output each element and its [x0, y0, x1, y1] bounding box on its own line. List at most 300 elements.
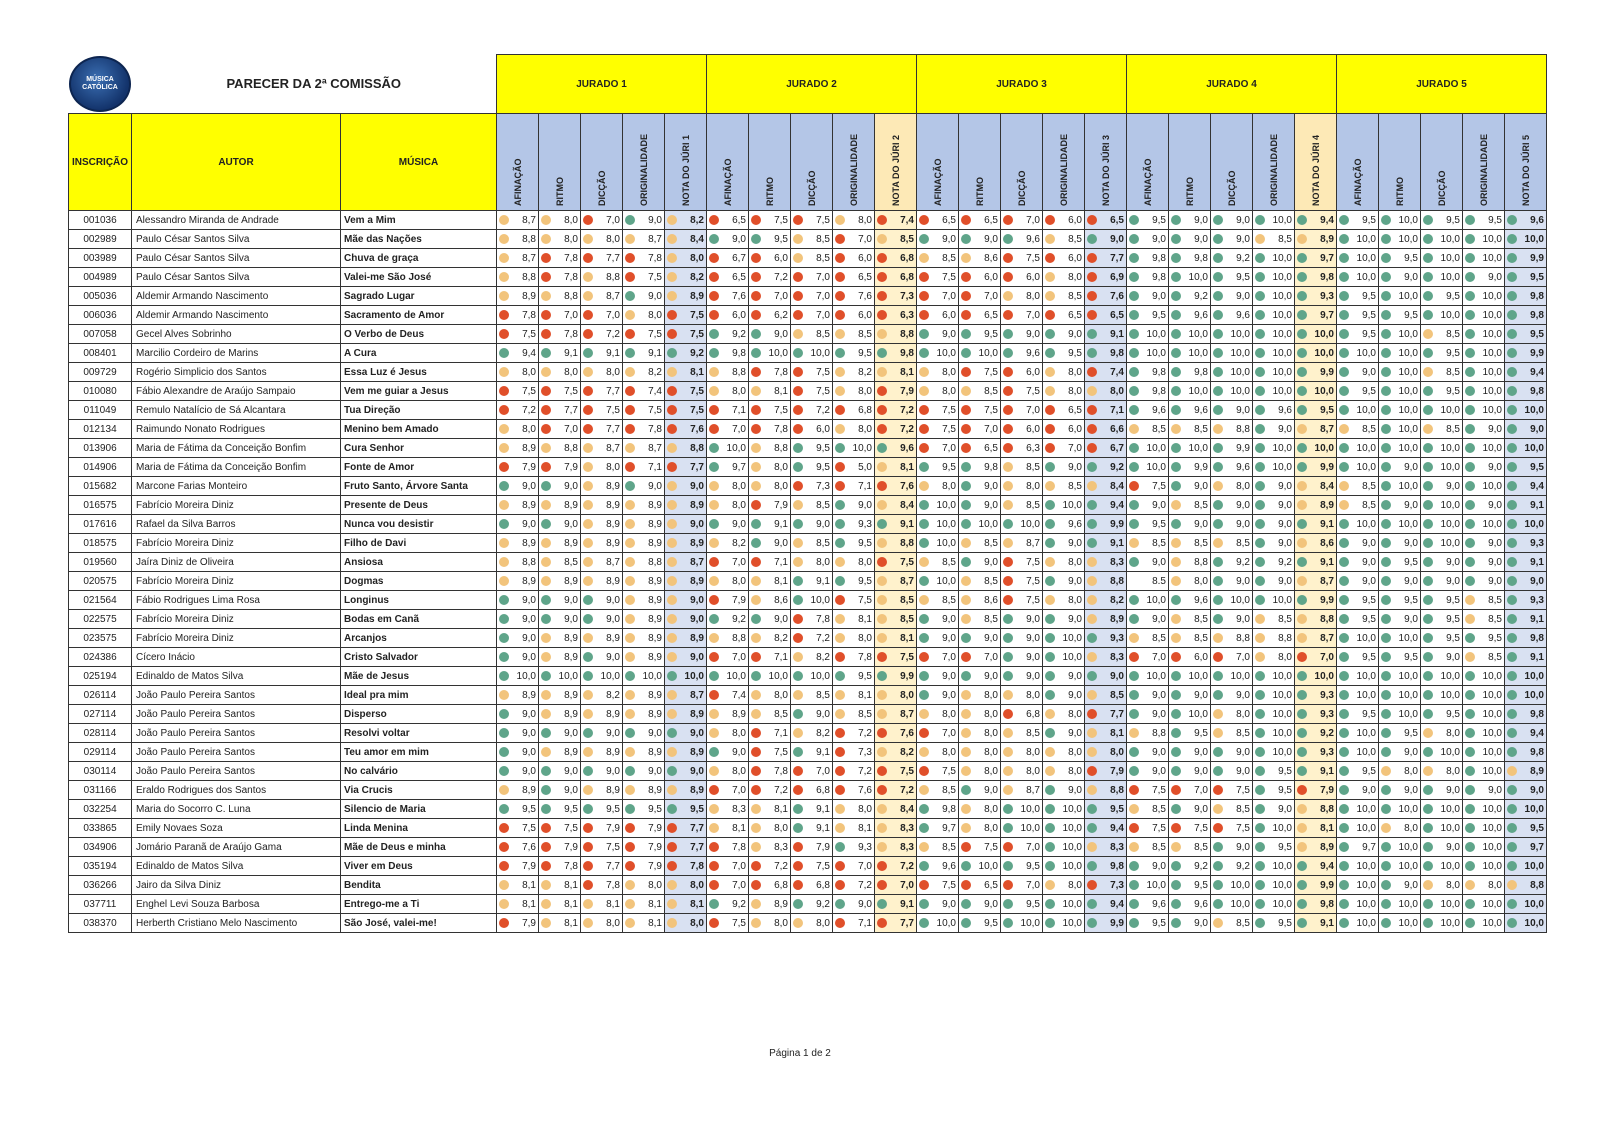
- green-circle-icon: [1213, 557, 1223, 567]
- score-cell: [623, 420, 665, 439]
- green-circle-icon: [1255, 766, 1265, 776]
- score-value: 10,0: [1272, 385, 1292, 397]
- col-jurado-2-criterion-3: [791, 114, 833, 211]
- score-value: 10,0: [1146, 347, 1166, 359]
- green-circle-icon: [1507, 291, 1517, 301]
- amber-circle-icon: [709, 823, 719, 833]
- score-value: 9,7: [732, 461, 746, 473]
- score-value: 7,9: [1110, 765, 1124, 777]
- score-value: 7,6: [858, 784, 872, 796]
- green-circle-icon: [1507, 842, 1517, 852]
- score-value: 7,2: [816, 404, 830, 416]
- table-row: [69, 648, 1547, 667]
- red-circle-icon: [835, 595, 845, 605]
- score-value: 9,5: [1362, 594, 1376, 606]
- score-value: 7,5: [1026, 252, 1040, 264]
- score-cell: [1043, 572, 1085, 591]
- score-value: 9,5: [1362, 613, 1376, 625]
- nota-juri-cell: [1085, 287, 1127, 306]
- score-cell: [791, 382, 833, 401]
- green-circle-icon: [1465, 804, 1475, 814]
- score-value: 7,7: [606, 385, 620, 397]
- musica-cell: A Cura: [341, 344, 497, 363]
- score-value: 8,5: [1236, 537, 1250, 549]
- score-cell: [1001, 268, 1043, 287]
- score-cell: [539, 724, 581, 743]
- score-cell: [497, 781, 539, 800]
- green-circle-icon: [1339, 576, 1349, 586]
- score-cell: [833, 534, 875, 553]
- amber-circle-icon: [919, 747, 929, 757]
- score-cell: [1001, 420, 1043, 439]
- green-circle-icon: [1045, 519, 1055, 529]
- criterion-label: DICÇÃO: [596, 170, 607, 206]
- nota-juri-cell: [875, 515, 917, 534]
- green-circle-icon: [1003, 652, 1013, 662]
- score-cell: [1127, 895, 1169, 914]
- green-circle-icon: [1339, 329, 1349, 339]
- red-circle-icon: [541, 823, 551, 833]
- score-value: 10,0: [936, 499, 956, 511]
- nota-juri-cell: [665, 401, 707, 420]
- score-cell: [1043, 553, 1085, 572]
- score-value: 10,0: [1230, 879, 1250, 891]
- inscricao-cell: 013906: [69, 439, 132, 458]
- criterion-label: RITMO: [764, 177, 775, 206]
- autor-cell: Emily Novaes Soza: [132, 819, 341, 838]
- col-jurado-1-criterion-4: [623, 114, 665, 211]
- score-cell: [1127, 477, 1169, 496]
- score-value: 8,7: [648, 442, 662, 454]
- score-cell: [1043, 724, 1085, 743]
- score-cell: [1421, 420, 1463, 439]
- score-cell: [1253, 572, 1295, 591]
- score-value: 8,5: [984, 613, 998, 625]
- score-value: 9,8: [1530, 746, 1544, 758]
- red-circle-icon: [751, 424, 761, 434]
- green-circle-icon: [793, 804, 803, 814]
- green-circle-icon: [1423, 633, 1433, 643]
- inscricao-cell: 003989: [69, 249, 132, 268]
- score-cell: [1169, 781, 1211, 800]
- score-value: 8,4: [1320, 480, 1334, 492]
- score-value: 9,8: [732, 347, 746, 359]
- amber-circle-icon: [877, 595, 887, 605]
- score-cell: [1001, 515, 1043, 534]
- score-value: 8,6: [1320, 537, 1334, 549]
- red-circle-icon: [667, 329, 677, 339]
- score-cell: [707, 648, 749, 667]
- score-cell: [1463, 287, 1505, 306]
- red-circle-icon: [499, 462, 509, 472]
- score-cell: [1001, 686, 1043, 705]
- score-cell: [623, 382, 665, 401]
- score-cell: [1379, 724, 1421, 743]
- green-circle-icon: [1045, 842, 1055, 852]
- score-cell: [917, 686, 959, 705]
- red-circle-icon: [751, 310, 761, 320]
- green-circle-icon: [877, 348, 887, 358]
- score-value: 9,6: [1236, 461, 1250, 473]
- amber-circle-icon: [709, 633, 719, 643]
- score-cell: [1463, 914, 1505, 933]
- nota-juri-cell: [1085, 686, 1127, 705]
- musica-cell: O Verbo de Deus: [341, 325, 497, 344]
- score-value: 8,9: [690, 290, 704, 302]
- green-circle-icon: [1255, 899, 1265, 909]
- score-cell: [1127, 553, 1169, 572]
- score-value: 8,7: [606, 556, 620, 568]
- red-circle-icon: [1003, 576, 1013, 586]
- score-value: 9,5: [858, 575, 872, 587]
- score-cell: [581, 477, 623, 496]
- score-value: 8,9: [564, 689, 578, 701]
- score-value: 10,0: [1398, 689, 1418, 701]
- score-value: 9,8: [1152, 252, 1166, 264]
- red-circle-icon: [1171, 785, 1181, 795]
- score-value: 9,5: [774, 233, 788, 245]
- green-circle-icon: [1381, 386, 1391, 396]
- score-value: 7,5: [522, 822, 536, 834]
- amber-circle-icon: [499, 557, 509, 567]
- amber-circle-icon: [961, 614, 971, 624]
- red-circle-icon: [1003, 215, 1013, 225]
- green-circle-icon: [1465, 291, 1475, 301]
- score-value: 8,8: [1110, 575, 1124, 587]
- score-value: 7,8: [648, 423, 662, 435]
- score-value: 7,0: [732, 556, 746, 568]
- green-circle-icon: [1381, 253, 1391, 263]
- score-value: 10,0: [1062, 917, 1082, 929]
- nota-label: NOTA DO JÚRI 4: [1310, 134, 1321, 206]
- score-value: 10,0: [726, 442, 746, 454]
- green-circle-icon: [835, 519, 845, 529]
- amber-circle-icon: [541, 880, 551, 890]
- score-cell: [539, 211, 581, 230]
- red-circle-icon: [793, 386, 803, 396]
- score-value: 9,0: [1488, 575, 1502, 587]
- red-circle-icon: [877, 785, 887, 795]
- score-cell: [959, 914, 1001, 933]
- score-value: 10,0: [1314, 442, 1334, 454]
- green-circle-icon: [793, 595, 803, 605]
- score-value: 8,9: [564, 651, 578, 663]
- score-cell: [623, 534, 665, 553]
- score-value: 8,9: [690, 746, 704, 758]
- nota-juri-cell: [1295, 895, 1337, 914]
- amber-circle-icon: [1213, 709, 1223, 719]
- amber-circle-icon: [793, 557, 803, 567]
- score-value: 9,0: [942, 670, 956, 682]
- score-value: 6,0: [1068, 214, 1082, 226]
- score-value: 9,6: [1530, 214, 1544, 226]
- amber-circle-icon: [961, 595, 971, 605]
- green-circle-icon: [1339, 766, 1349, 776]
- table-row: [69, 857, 1547, 876]
- green-circle-icon: [877, 671, 887, 681]
- score-value: 8,9: [606, 518, 620, 530]
- green-circle-icon: [1339, 253, 1349, 263]
- amber-circle-icon: [1129, 538, 1139, 548]
- score-cell: [497, 325, 539, 344]
- red-circle-icon: [1045, 405, 1055, 415]
- inscricao-cell: 028114: [69, 724, 132, 743]
- score-cell: [791, 629, 833, 648]
- amber-circle-icon: [1045, 709, 1055, 719]
- inscricao-cell: 025194: [69, 667, 132, 686]
- score-value: 8,5: [942, 556, 956, 568]
- amber-circle-icon: [1129, 633, 1139, 643]
- score-cell: [1127, 648, 1169, 667]
- green-circle-icon: [1129, 671, 1139, 681]
- table-row: [69, 477, 1547, 496]
- nota-juri-cell: [1505, 420, 1547, 439]
- nota-juri-cell: [1295, 667, 1337, 686]
- autor-cell: Gecel Alves Sobrinho: [132, 325, 341, 344]
- score-value: 10,0: [1356, 632, 1376, 644]
- green-circle-icon: [1213, 253, 1223, 263]
- amber-circle-icon: [1213, 424, 1223, 434]
- amber-circle-icon: [1171, 557, 1181, 567]
- nota-juri-cell: [1295, 439, 1337, 458]
- nota-juri-cell: [875, 439, 917, 458]
- score-value: 10,0: [1356, 461, 1376, 473]
- score-value: 8,5: [816, 537, 830, 549]
- score-cell: [1463, 743, 1505, 762]
- score-cell: [1463, 895, 1505, 914]
- score-value: 8,5: [942, 841, 956, 853]
- col-autor: AUTOR: [132, 114, 341, 211]
- score-cell: [791, 211, 833, 230]
- green-circle-icon: [1465, 443, 1475, 453]
- nota-juri-cell: [1085, 838, 1127, 857]
- score-value: 8,0: [942, 708, 956, 720]
- red-circle-icon: [541, 424, 551, 434]
- red-circle-icon: [709, 785, 719, 795]
- green-circle-icon: [625, 481, 635, 491]
- green-circle-icon: [1423, 462, 1433, 472]
- score-cell: [1337, 458, 1379, 477]
- red-circle-icon: [751, 652, 761, 662]
- green-circle-icon: [541, 348, 551, 358]
- score-value: 9,0: [1152, 860, 1166, 872]
- score-cell: [1337, 686, 1379, 705]
- score-value: 9,5: [1404, 727, 1418, 739]
- score-cell: [1463, 534, 1505, 553]
- green-circle-icon: [1465, 500, 1475, 510]
- score-value: 7,5: [942, 423, 956, 435]
- score-value: 9,0: [984, 480, 998, 492]
- autor-cell: Fábio Alexandre de Araújo Sampaio: [132, 382, 341, 401]
- amber-circle-icon: [877, 709, 887, 719]
- green-circle-icon: [1381, 899, 1391, 909]
- score-cell: [959, 876, 1001, 895]
- green-circle-icon: [1045, 861, 1055, 871]
- score-cell: [1127, 211, 1169, 230]
- red-circle-icon: [709, 557, 719, 567]
- score-value: 8,0: [690, 252, 704, 264]
- nota-juri-cell: [875, 724, 917, 743]
- musica-cell: São José, valei-me!: [341, 914, 497, 933]
- nota-juri-cell: [665, 610, 707, 629]
- score-value: 8,0: [690, 917, 704, 929]
- score-cell: [1253, 686, 1295, 705]
- inscricao-cell: 030114: [69, 762, 132, 781]
- score-cell: [707, 477, 749, 496]
- score-value: 9,8: [942, 803, 956, 815]
- red-circle-icon: [793, 880, 803, 890]
- amber-circle-icon: [667, 690, 677, 700]
- score-value: 8,0: [942, 480, 956, 492]
- score-value: 8,0: [774, 822, 788, 834]
- red-circle-icon: [667, 386, 677, 396]
- col-jurado-1-criterion-1: [497, 114, 539, 211]
- score-cell: [1001, 705, 1043, 724]
- inscricao-cell: 035194: [69, 857, 132, 876]
- red-circle-icon: [583, 405, 593, 415]
- green-circle-icon: [1213, 310, 1223, 320]
- autor-cell: João Paulo Pereira Santos: [132, 762, 341, 781]
- score-cell: [1463, 344, 1505, 363]
- score-value: 7,5: [1152, 784, 1166, 796]
- green-circle-icon: [1381, 348, 1391, 358]
- green-circle-icon: [1171, 861, 1181, 871]
- score-cell: [1127, 610, 1169, 629]
- green-circle-icon: [961, 899, 971, 909]
- green-circle-icon: [583, 804, 593, 814]
- amber-circle-icon: [667, 234, 677, 244]
- score-cell: [1379, 325, 1421, 344]
- nota-juri-cell: [1505, 914, 1547, 933]
- score-cell: [623, 268, 665, 287]
- col-jurado-1-criterion-2: [539, 114, 581, 211]
- nota-juri-cell: [875, 477, 917, 496]
- score-value: 8,1: [732, 822, 746, 834]
- score-value: 8,5: [858, 328, 872, 340]
- green-circle-icon: [1297, 671, 1307, 681]
- score-cell: [1421, 686, 1463, 705]
- score-value: 10,0: [1230, 347, 1250, 359]
- score-cell: [707, 857, 749, 876]
- score-cell: [1253, 667, 1295, 686]
- green-circle-icon: [1465, 709, 1475, 719]
- score-cell: [581, 705, 623, 724]
- score-value: 10,0: [1482, 442, 1502, 454]
- amber-circle-icon: [625, 880, 635, 890]
- nota-juri-cell: [1085, 534, 1127, 553]
- score-value: 7,0: [564, 423, 578, 435]
- score-cell: [539, 781, 581, 800]
- score-value: 8,5: [1068, 290, 1082, 302]
- score-value: 7,4: [732, 689, 746, 701]
- green-circle-icon: [1171, 728, 1181, 738]
- red-circle-icon: [919, 405, 929, 415]
- nota-juri-cell: [665, 534, 707, 553]
- score-cell: [1253, 496, 1295, 515]
- amber-circle-icon: [1255, 652, 1265, 662]
- score-value: 10,0: [1314, 328, 1334, 340]
- col-jurado-2-criterion-4: [833, 114, 875, 211]
- red-circle-icon: [751, 272, 761, 282]
- score-value: 8,1: [858, 689, 872, 701]
- score-cell: [1127, 667, 1169, 686]
- amber-circle-icon: [961, 386, 971, 396]
- red-circle-icon: [793, 633, 803, 643]
- score-value: 8,0: [1068, 746, 1082, 758]
- score-value: 9,0: [1236, 233, 1250, 245]
- red-circle-icon: [835, 405, 845, 415]
- score-value: 9,0: [1362, 366, 1376, 378]
- col-inscricao: INSCRIÇÃO: [69, 114, 132, 211]
- score-value: 10,0: [1440, 917, 1460, 929]
- score-cell: [791, 268, 833, 287]
- amber-circle-icon: [583, 557, 593, 567]
- green-circle-icon: [1255, 253, 1265, 263]
- score-cell: [1337, 477, 1379, 496]
- score-value: 8,0: [816, 917, 830, 929]
- musica-cell: Mãe de Deus e minha: [341, 838, 497, 857]
- amber-circle-icon: [961, 728, 971, 738]
- score-value: 8,5: [1152, 423, 1166, 435]
- score-cell: [1337, 439, 1379, 458]
- score-value: 10,0: [1440, 670, 1460, 682]
- green-circle-icon: [1423, 614, 1433, 624]
- green-circle-icon: [1297, 386, 1307, 396]
- score-value: 8,9: [1530, 765, 1544, 777]
- score-value: 9,0: [1194, 518, 1208, 530]
- score-value: 8,1: [564, 917, 578, 929]
- red-circle-icon: [499, 918, 509, 928]
- green-circle-icon: [541, 785, 551, 795]
- score-value: 7,8: [564, 860, 578, 872]
- amber-circle-icon: [583, 500, 593, 510]
- score-cell: [539, 420, 581, 439]
- green-circle-icon: [1339, 842, 1349, 852]
- amber-circle-icon: [1003, 481, 1013, 491]
- score-value: 9,4: [1320, 214, 1334, 226]
- score-value: 9,1: [648, 347, 662, 359]
- score-cell: [1001, 382, 1043, 401]
- score-value: 10,0: [1524, 689, 1544, 701]
- criterion-label: RITMO: [1394, 177, 1405, 206]
- score-cell: [497, 496, 539, 515]
- score-cell: [1337, 895, 1379, 914]
- score-value: 10,0: [1272, 746, 1292, 758]
- score-value: 7,5: [564, 822, 578, 834]
- red-circle-icon: [625, 272, 635, 282]
- score-value: 7,0: [942, 651, 956, 663]
- score-cell: [1253, 553, 1295, 572]
- green-circle-icon: [1507, 804, 1517, 814]
- green-circle-icon: [541, 671, 551, 681]
- nota-juri-cell: [665, 743, 707, 762]
- autor-cell: João Paulo Pereira Santos: [132, 724, 341, 743]
- score-cell: [539, 857, 581, 876]
- score-value: 8,5: [900, 594, 914, 606]
- green-circle-icon: [1339, 728, 1349, 738]
- score-value: 6,0: [774, 252, 788, 264]
- nota-juri-cell: [665, 420, 707, 439]
- score-cell: [1001, 876, 1043, 895]
- score-cell: [791, 458, 833, 477]
- score-cell: [959, 325, 1001, 344]
- score-value: 8,0: [1446, 879, 1460, 891]
- score-value: 9,0: [1278, 803, 1292, 815]
- score-value: 9,5: [858, 670, 872, 682]
- score-value: 8,0: [732, 575, 746, 587]
- score-value: 9,0: [1446, 480, 1460, 492]
- score-value: 9,5: [1362, 651, 1376, 663]
